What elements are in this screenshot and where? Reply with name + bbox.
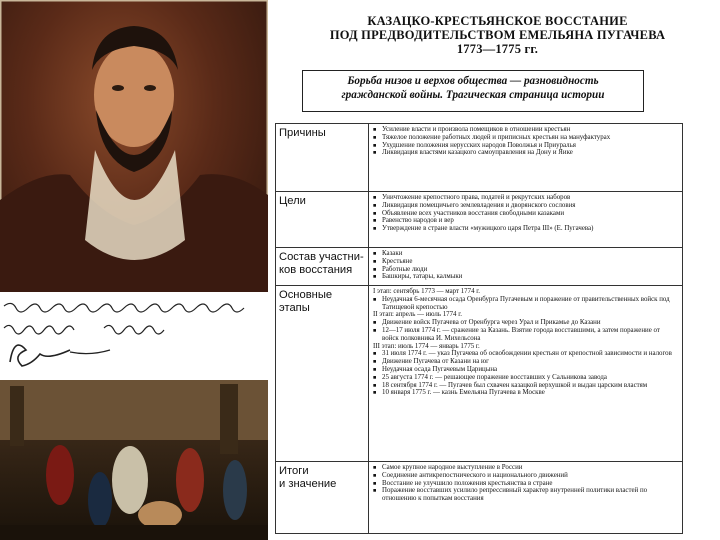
list-item: ■ Казаки [373,250,678,258]
document-title-line-1: КАЗАЦКО-КРЕСТЬЯНСКОЕ ВОССТАНИЕ [367,14,628,28]
table-row-results [276,462,683,534]
list-item: ■ Усиление власти и произвола помещиков в отношении крестьян [373,126,678,134]
list-item: ■ Поражение восставших усилило репрессивный характер внутренней политики властей по отношению к попыткам восстания [373,487,678,503]
painting-image [0,380,268,540]
list-item: ■ Ликвидация помещичьего землевладения и дворянского сословия [373,202,678,210]
list-item: ■ Неудачная осада Пугачевым Царицына [373,366,678,374]
row-label-text: Состав участни- [279,251,364,263]
list-item: ■ 12—17 июля 1774 г. — сражение за Казань. Взятие города восставшими, а затем поражение от войск полковника И. Михельсона [373,327,678,343]
row-label-text: Причины [279,127,326,139]
signature-image [0,292,268,372]
row-label [276,124,369,192]
list-item: ■ Крестьяне [373,258,678,266]
table-row-goals [276,192,683,248]
row-label-text: Итоги [279,465,309,477]
item-list [373,126,678,157]
item-list [373,464,678,503]
summary-line-2: гражданской войны. Трагическая страница истории [341,89,605,101]
document-title-dates: 1773—1775 гг. [456,42,539,56]
summary-box [302,70,644,112]
list-item: ■ Восстание не улучшило положения крестьянства в стране [373,480,678,488]
uprising-table [275,123,683,534]
row-items [369,192,683,248]
list-item: ■ Самое крупное народное выступление в России [373,464,678,472]
signature-area [0,292,268,372]
list-item: ■ 31 июля 1774 г. — указ Пугачева об освобождении крестьян от крепостной зависимости и налогов [373,350,678,358]
summary-line-1: Борьба низов и верхов общества — разновидность [347,75,599,87]
item-list [373,250,678,281]
row-label [276,462,369,534]
row-label-text: этапы [279,301,310,314]
list-item: ■ Работные люди [373,266,678,274]
list-item: ■ 10 января 1775 г. — казнь Емельяна Пугачева в Москве [373,389,678,397]
stage-heading: III этап: июль 1774 — январь 1775 г. [373,342,480,350]
row-label [276,248,369,286]
list-item: ■ Движение Пугачева от Казани на юг [373,358,678,366]
list-item: ■ Ухудшение положения нерусских народов Поволжья и Приуралья [373,142,678,150]
list-item: ■ Башкиры, татары, калмыки [373,273,678,281]
list-item: ■ Неудачная 6-месячная осада Оренбурга Пугачевым и поражение от правительственных войск под Татищевой крепостью [373,296,678,312]
list-item: ■ Ликвидация властями казацкого самоуправления на Дону и Яике [373,149,678,157]
list-item: ■ Утверждение в стране власти «мужицкого царя Петра III» (Е. Пугачева) [373,225,678,233]
row-label-text: Основные [279,289,333,301]
row-items [369,286,683,462]
list-item: ■ 25 августа 1774 г. — решающее поражение восставших у Сальникова завода [373,374,678,382]
list-item: ■ Равенство народов и вер [373,217,678,225]
item-list [373,194,678,233]
portrait-image [0,0,268,292]
table-row-causes [276,124,683,192]
execution-painting [0,380,268,540]
pugachev-portrait [0,0,268,292]
list-item: ■ Соединение антикрепостнического и национального движений [373,472,678,480]
row-items [369,462,683,534]
row-label-text: ков восстания [279,263,353,276]
table-row-stages [276,286,683,462]
row-label [276,192,369,248]
table-row-participants [276,248,683,286]
row-label-text: и значение [279,477,337,490]
list-item: ■ Движение войск Пугачева от Оренбурга через Урал и Прикамье до Казани [373,319,678,327]
row-items [369,124,683,192]
document-page [275,0,720,540]
item-list [373,288,678,397]
list-item: ■ 18 сентября 1774 г. — Пугачев был схвачен казацкой верхушкой и выдан царским властям [373,382,678,390]
list-item: ■ Уничтожение крепостного права, податей и рекрутских наборов [373,194,678,202]
list-item: ■ Тяжелое положение работных людей и приписных крестьян на мануфактурах [373,134,678,142]
row-items [369,248,683,286]
row-label-text: Цели [279,195,306,207]
row-label [276,286,369,462]
list-item: ■ Объявление всех участников восстания свободными казаками [373,210,678,218]
stage-heading: I этап: сентябрь 1773 — март 1774 г. [373,288,481,295]
document-title-line-2: ПОД ПРЕДВОДИТЕЛЬСТВОМ ЕМЕЛЬЯНА ПУГАЧЕВА [329,28,666,42]
stage-heading: II этап: апрель — июль 1774 г. [373,311,462,319]
